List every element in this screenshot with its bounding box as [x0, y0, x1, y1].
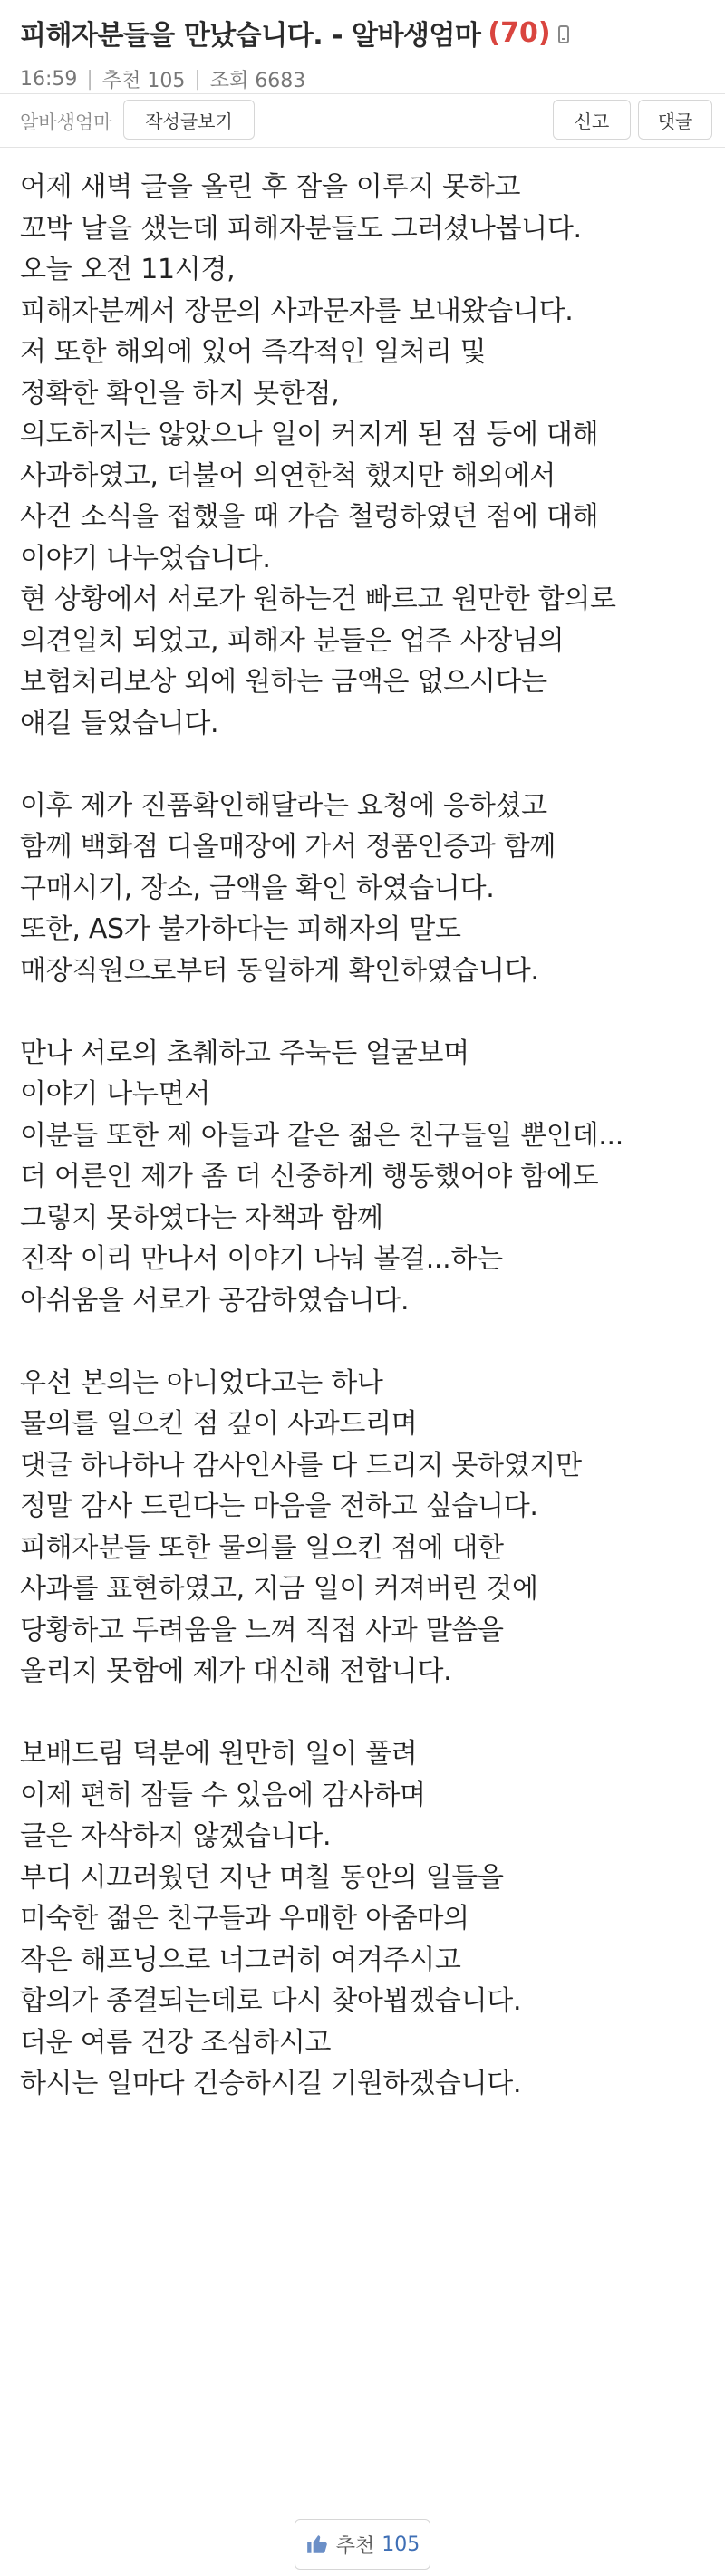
body-line: 보험처리보상 외에 원하는 금액은 없으시다는	[20, 666, 547, 698]
body-line: 이분들 또한 제 아들과 같은 젊은 친구들일 뿐인데...	[20, 1119, 624, 1152]
body-line: 이제 편히 잠들 수 있음에 감사하며	[20, 1779, 426, 1811]
body-line: 미숙한 젊은 친구들과 우매한 아줌마의	[20, 1903, 469, 1934]
body-line: 함께 백화점 디올매장에 가서 정품인증과 함께	[20, 831, 556, 863]
mobile-icon	[558, 25, 569, 43]
body-line: 저 또한 해외에 있어 즉각적인 일처리 및	[20, 336, 487, 368]
body-line: 또한, AS가 불가하다는 피해자의 말도	[20, 913, 461, 945]
body-line: 매장직원으로부터 동일하게 확인하였습니다.	[20, 954, 539, 987]
view-posts-button[interactable]: 작성글보기	[123, 100, 255, 140]
body-line: 사과를 표현하였고, 지금 일이 커져버린 것에	[20, 1573, 538, 1605]
reply-button[interactable]: 댓글	[638, 100, 712, 140]
body-line: 정말 감사 드린다는 마음을 전하고 싶습니다.	[20, 1491, 538, 1522]
body-line: 오늘 오전 11시경,	[20, 254, 236, 285]
recommend-count-meta: 추천 105	[102, 70, 186, 92]
author-bar	[0, 94, 725, 145]
body-line: 정확한 확인을 하지 못한점,	[20, 377, 340, 410]
body-line: 댓글 하나하나 감사인사를 다 드리지 못하였지만	[20, 1449, 582, 1481]
blank-line	[20, 991, 709, 1033]
body-line: 글은 자삭하지 않겠습니다.	[20, 1820, 332, 1852]
blank-line	[20, 1321, 709, 1363]
title-row	[20, 13, 569, 53]
body-line: 만나 서로의 초췌하고 주눅든 얼굴보며	[20, 1037, 469, 1069]
body-line: 작은 해프닝으로 너그러히 여겨주시고	[20, 1944, 461, 1976]
body-line: 보배드림 덕분에 원만히 일이 풀려	[20, 1738, 418, 1770]
body-line: 사과하였고, 더불어 의연한척 했지만 해외에서	[20, 459, 556, 492]
body-line: 아쉬움을 서로가 공감하였습니다.	[20, 1284, 410, 1317]
post-title: 피해자분들을 만났습니다. - 알바생엄마	[20, 20, 481, 52]
body-line: 피해자분들 또한 물의를 일으킨 점에 대한	[20, 1531, 504, 1564]
body-line: 합의가 종결되는데로 다시 찾아뵙겠습니다.	[20, 1985, 522, 2017]
body-line: 이야기 나누면서	[20, 1078, 210, 1110]
body-line: 부디 시끄러웠던 지난 며칠 동안의 일들을	[20, 1861, 504, 1894]
body-line: 얘길 들었습니다.	[20, 707, 219, 739]
comment-count[interactable]: (70)	[488, 16, 551, 49]
blank-line	[20, 1693, 709, 1734]
thumbs-up-icon	[305, 2533, 329, 2556]
body-line: 구매시기, 장소, 금액을 확인 하였습니다.	[20, 872, 495, 904]
body-line: 의도하지는 않았으나 일이 커지게 된 점 등에 대해	[20, 419, 599, 450]
author-divider	[0, 147, 725, 148]
report-button[interactable]: 신고	[553, 100, 631, 140]
body-line: 진작 이리 만나서 이야기 나눠 볼걸...하는	[20, 1243, 503, 1275]
body-line: 더운 여름 건강 조심하시고	[20, 2026, 332, 2059]
body-line: 우선 본의는 아니었다고는 하나	[20, 1366, 383, 1399]
blank-line	[20, 744, 709, 786]
meta-separator: |	[194, 68, 201, 91]
body-line: 하시는 일마다 건승하시길 기원하겠습니다.	[20, 2068, 522, 2099]
body-line: 물의를 일으킨 점 깊이 사과드리며	[20, 1408, 418, 1440]
body-line: 이야기 나누었습니다.	[20, 542, 271, 574]
post-body	[20, 167, 709, 2105]
recommend-count: 105	[382, 2533, 420, 2556]
recommend-label: 추천	[335, 2534, 375, 2558]
view-count: 조회 6683	[209, 70, 306, 92]
body-line: 어제 새벽 글을 올린 후 잠을 이루지 못하고	[20, 171, 521, 203]
body-line: 당황하고 두려움을 느껴 직접 사과 말씀을	[20, 1614, 504, 1646]
author-name[interactable]: 알바생엄마	[20, 111, 112, 133]
post-time: 16:59	[20, 68, 78, 91]
body-line: 이후 제가 진품확인해달라는 요청에 응하셨고	[20, 789, 547, 822]
body-line: 피해자분께서 장문의 사과문자를 보내왔습니다.	[20, 294, 574, 327]
body-line: 꼬박 날을 샜는데 피해자분들도 그러셨나봅니다.	[20, 212, 582, 245]
body-line: 의견일치 되었고, 피해자 분들은 업주 사장님의	[20, 624, 565, 657]
body-line: 올리지 못함에 제가 대신해 전합니다.	[20, 1655, 452, 1687]
recommend-button[interactable]	[295, 2519, 430, 2570]
post-header	[0, 0, 725, 91]
body-line: 사건 소식을 접했을 때 가슴 철렁하였던 점에 대해	[20, 501, 599, 533]
post-meta	[20, 65, 305, 93]
body-line: 더 어른인 제가 좀 더 신중하게 행동했어야 함에도	[20, 1161, 599, 1192]
body-line: 그렇지 못하였다는 자책과 함께	[20, 1201, 383, 1234]
meta-separator: |	[86, 68, 93, 91]
body-line: 현 상황에서 서로가 원하는건 빠르고 원만한 합의로	[20, 584, 616, 615]
